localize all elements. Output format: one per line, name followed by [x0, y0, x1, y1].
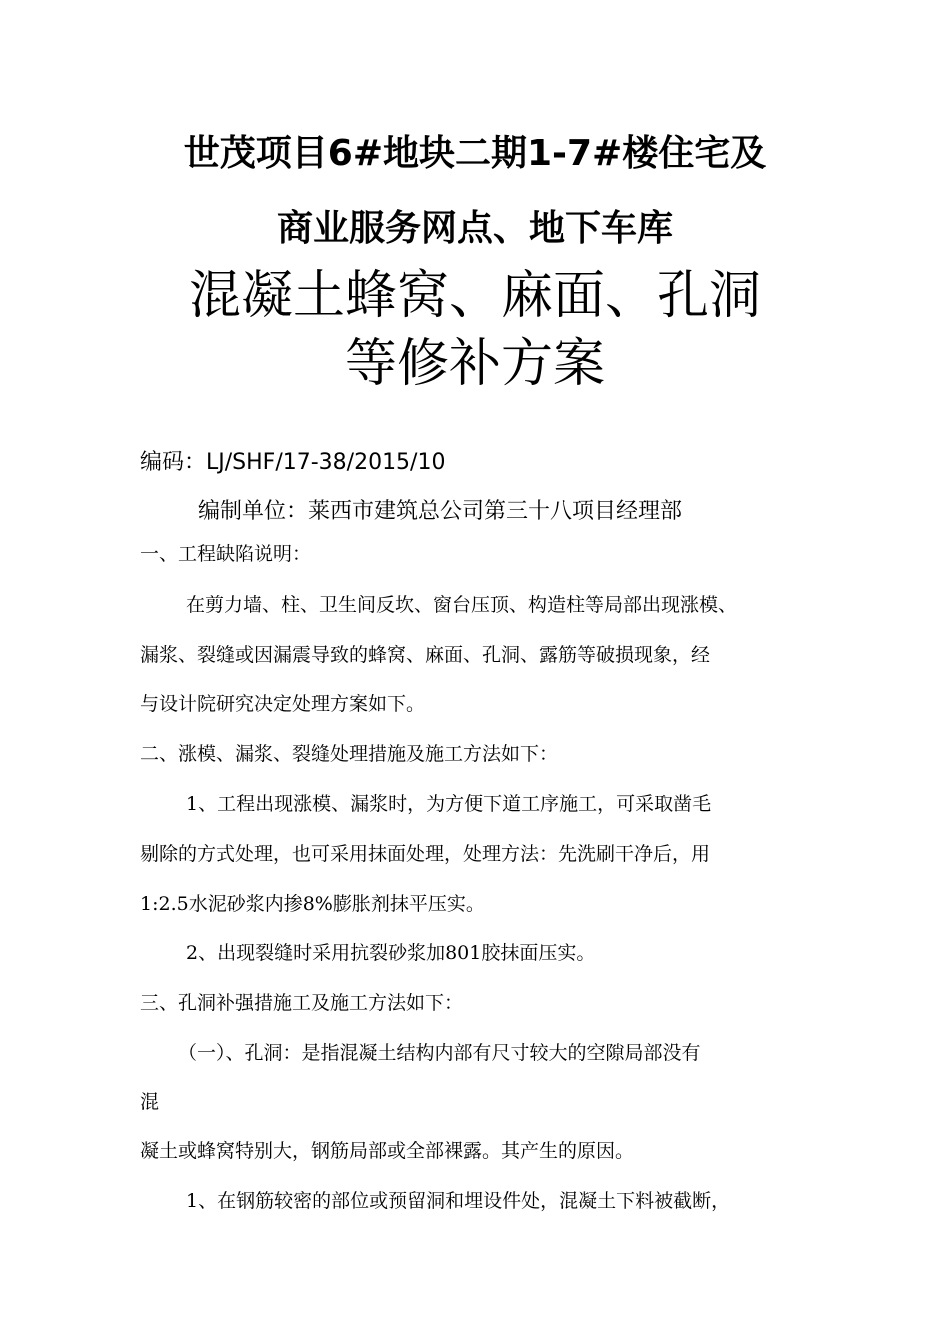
paragraph-line: 剔除的方式处理，也可采用抹面处理，处理方法：先洗刷干净后，用 [140, 843, 711, 865]
paragraph-line: 混 [140, 1091, 160, 1113]
paragraph-line: 漏浆、裂缝或因漏震导致的蜂窝、麻面、孔洞、露筋等破损现象，经 [140, 644, 711, 666]
paragraph-line: 凝土或蜂窝特别大，钢筋局部或全部裸露。其产生的原因。 [140, 1140, 635, 1162]
paragraph-line: 2、出现裂缝时采用抗裂砂浆加801胶抹面压实。 [186, 942, 596, 964]
section-heading-1: 一、工程缺陷说明： [140, 543, 312, 565]
paragraph-line: 与设计院研究决定处理方案如下。 [140, 693, 426, 715]
document-code: 编码：LJ/SHF/17-38/2015/10 [140, 450, 446, 475]
paragraph-line: （一）、孔洞：是指混凝土结构内部有尺寸较大的空隙局部没有 [178, 1042, 701, 1064]
paragraph-line: 1:2.5水泥砂浆内掺8%膨胀剂抹平压实。 [140, 893, 485, 915]
compiling-unit: 编制单位：莱西市建筑总公司第三十八项目经理部 [198, 499, 683, 524]
paragraph-line: 在剪力墙、柱、卫生间反坎、窗台压顶、构造柱等局部出现涨模、 [186, 594, 738, 616]
title-line-2: 商业服务网点、地下车库 [276, 208, 673, 249]
title-line-1: 世茂项目6#地块二期1-7#楼住宅及 [183, 133, 767, 174]
section-heading-3: 三、孔洞补强措施工及施工方法如下： [140, 992, 464, 1014]
title-line-4: 等修补方案 [344, 334, 605, 394]
section-heading-2: 二、涨模、漏浆、裂缝处理措施及施工方法如下： [140, 743, 559, 765]
paragraph-line: 1、在钢筋较密的部位或预留洞和埋设件处，混凝土下料被截断， [186, 1190, 731, 1212]
title-line-3: 混凝土蜂窝、麻面、孔洞 [188, 266, 761, 326]
paragraph-line: 1、工程出现涨模、漏浆时，为方便下道工序施工，可采取凿毛 [186, 793, 712, 815]
